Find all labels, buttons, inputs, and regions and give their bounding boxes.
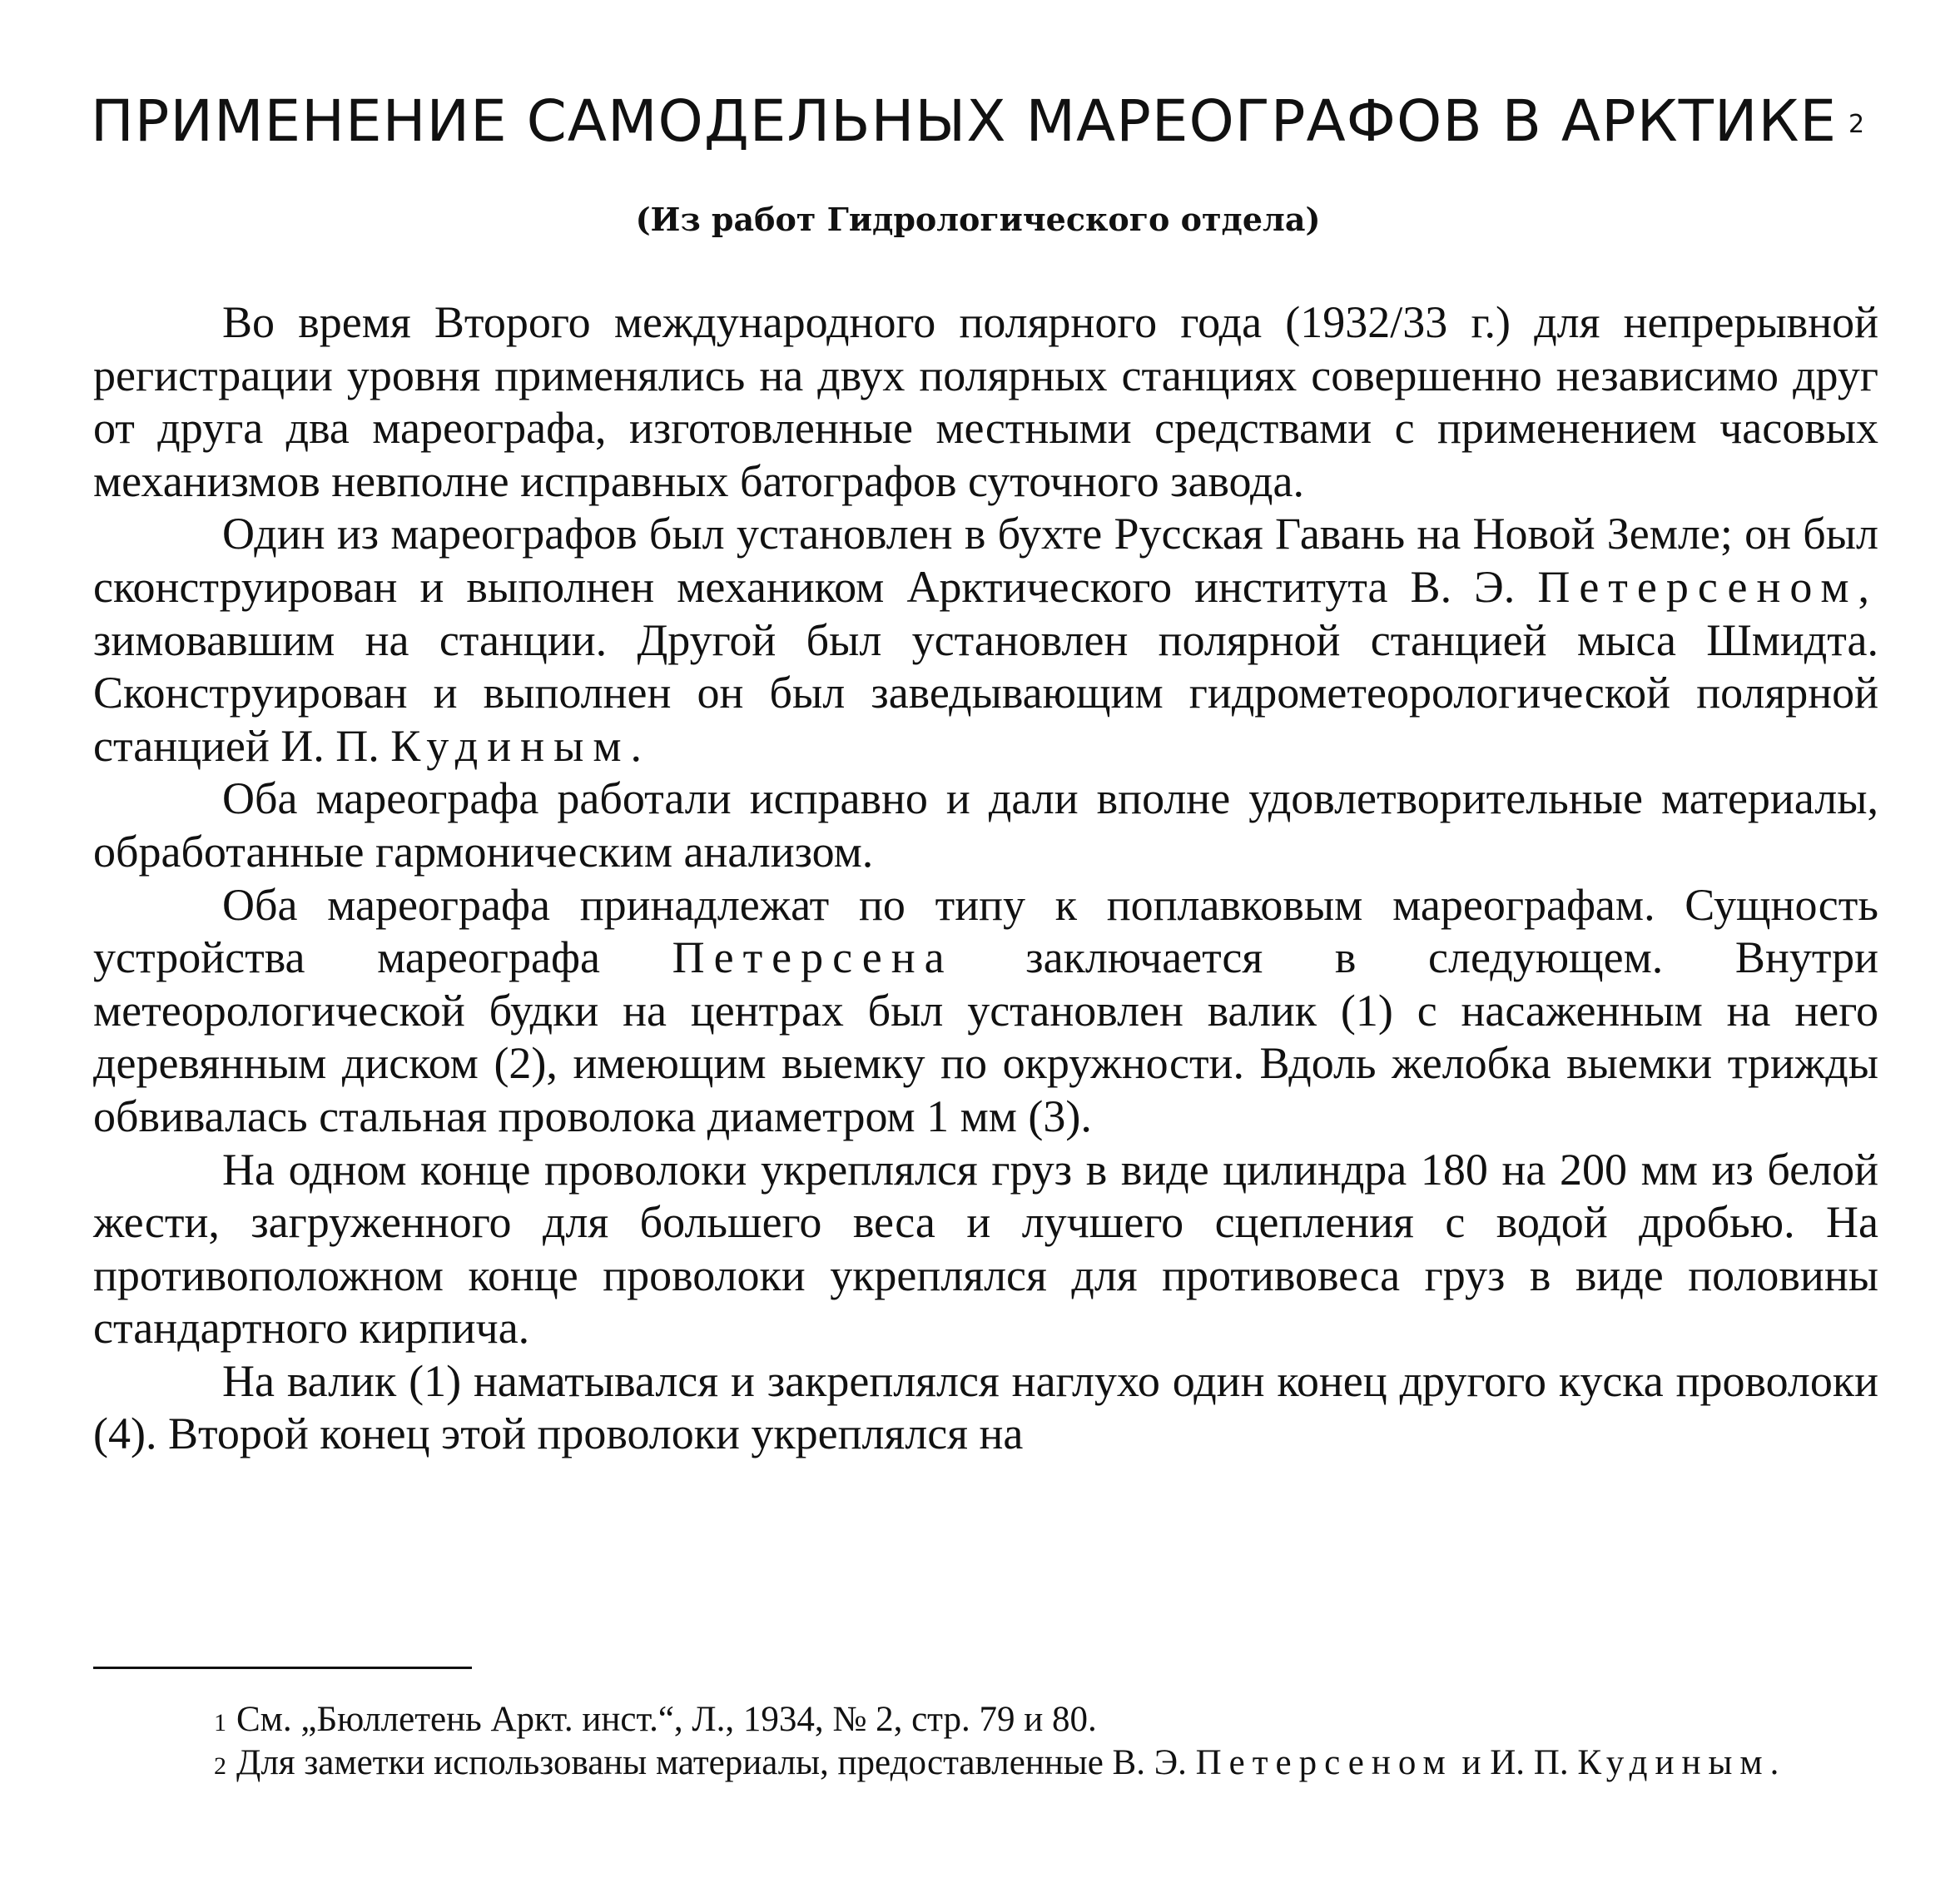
person-name-petersen: Петерсена — [672, 932, 954, 983]
title-text: ПРИМЕНЕНИЕ САМОДЕЛЬНЫХ МАРЕОГРАФОВ В АРКТИКЕ — [90, 88, 1838, 155]
article-body — [93, 296, 1878, 1461]
paragraph-4-part2: заключается в следующем. Внутри метеорологической будки на центрах был установлен валик (1) с насаженным на него деревянным диском (2), имеющим выемку по окружности. Вдоль желобка выемки трижды обвивалась стальная проволока диаметром 1 мм (3). — [93, 932, 1878, 1141]
footnote-2 — [93, 1741, 1878, 1785]
paragraph-2-part1: Один из мареографов был установлен в бухте Русская Гавань на Новой Земле; он был сконструирован и выполнен механиком Арктического института В. Э. — [93, 509, 1878, 612]
footnote-1 — [93, 1698, 1878, 1741]
paragraph-2-part2: зимовавшим на станции. Другой был установлен полярной станцией мыса Шмидта. Сконструирован и выполнен он был заведывающим гидрометеорологической полярной станцией И. П. — [93, 614, 1878, 771]
paragraph-2 — [93, 508, 1878, 773]
title-footnote-ref: 2 — [1848, 110, 1866, 139]
paragraph-3: Оба мареографа работали исправно и дали вполне удовлетворительные материалы, обработанные гармоническим анализом. — [93, 773, 1878, 877]
footnote-text: См. „Бюллетень Аркт. инст.“, Л., 1934, № 2, стр. 79 и 80. — [236, 1700, 1097, 1739]
person-name-petersen: Петерсеном, — [1537, 561, 1878, 612]
footnote-text: и И. П. — [1461, 1743, 1569, 1782]
footnote-text: Для заметки использованы материалы, предоставленные В. Э. — [236, 1743, 1187, 1782]
footnote-divider — [93, 1667, 472, 1669]
paragraph-4 — [93, 879, 1878, 1144]
person-name-kudin: Кудиным. — [1577, 1743, 1787, 1782]
paragraph-1: Во время Второго международного полярного года (1932/33 г.) для непрерывной регистрации уровня применялись на двух полярных станциях совершенно независимо друг от друга два мареографа, изготовленные местными средствами с применением часовых механизмов невполне исправных батографов суточного завода. — [93, 297, 1878, 506]
person-name-petersen: Петерсеном — [1195, 1743, 1453, 1782]
footnote-number: 2 — [214, 1752, 226, 1780]
page-subtitle: (Из работ Гидрологического отдела) — [635, 201, 1321, 238]
paragraph-4-part1: Оба мареографа принадлежат по типу к поплавковым мареографам. Сущность устройства мареографа — [93, 879, 1878, 983]
footnotes — [93, 1698, 1878, 1785]
footnote-number: 1 — [214, 1709, 226, 1736]
paragraph-6: На валик (1) наматывался и закреплялся наглухо один конец другого куска проволоки (4). Второй конец этой проволоки укреплялся на — [93, 1355, 1878, 1459]
page-title — [83, 87, 1873, 157]
person-name-kudin: Кудиным. — [390, 720, 652, 771]
paragraph-5: На одном конце проволоки укреплялся груз в виде цилиндра 180 на 200 мм из белой жести, загруженного для большего веса и лучшего сцепления с водой дробью. На противоположном конце проволоки укреплялся для противовеса груз в виде половины стандартного кирпича. — [93, 1144, 1878, 1354]
